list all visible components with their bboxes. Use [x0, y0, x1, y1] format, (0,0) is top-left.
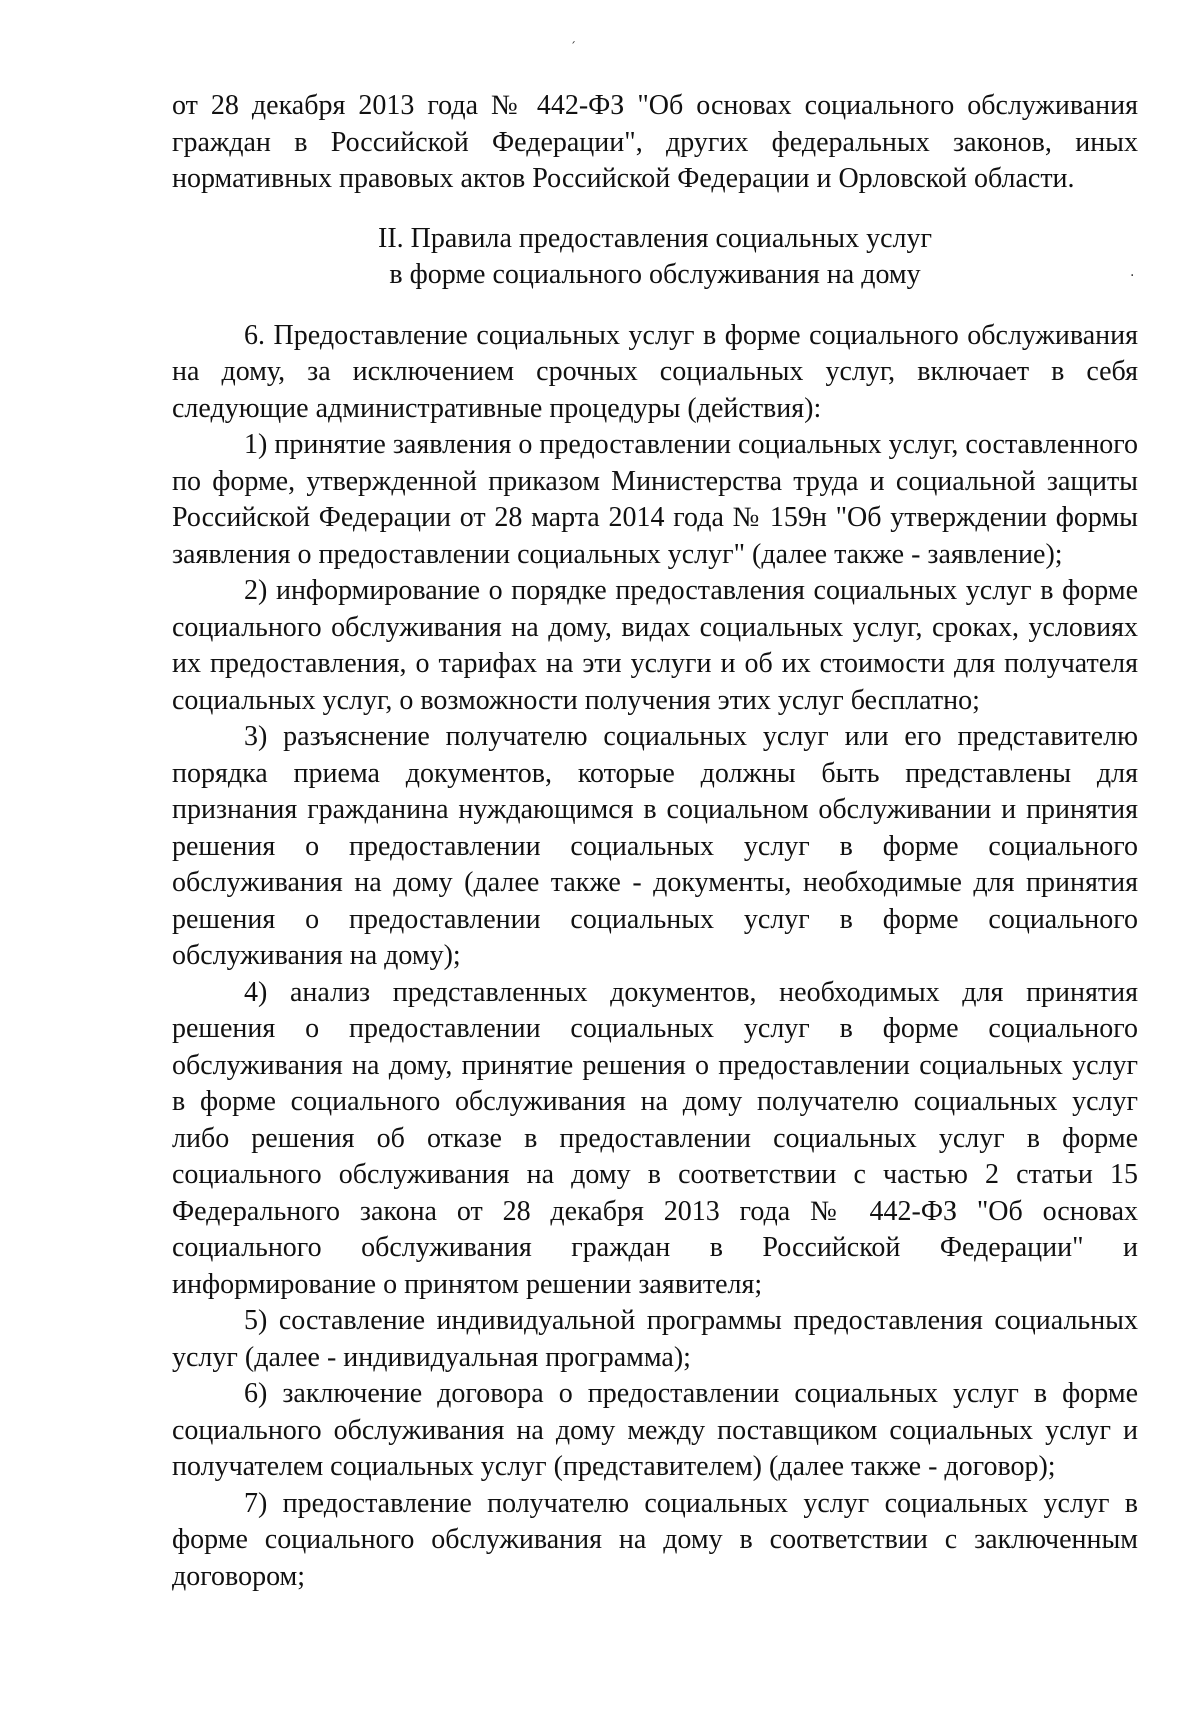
list-item-6: 6) заключение договора о предоставлении социальных услуг в форме социального обслуживания на дому между поставщиком социальных услуг и получателем социальных услуг (представителем) (далее также - договор); [172, 1378, 1138, 1482]
section-title-line-2: в форме социального обслуживания на дому [389, 259, 921, 290]
intro-paragraph: от 28 декабря 2013 года № 442-ФЗ "Об основах социального обслуживания граждан в Российской Федерации", других федеральных законов, иных нормативных правовых актов Российской Федерации и Орловской области. [172, 90, 1138, 194]
list-item-5: 5) составление индивидуальной программы предоставления социальных услуг (далее - индивидуальная программа); [172, 1305, 1138, 1373]
list-item-1: 1) принятие заявления о предоставлении социальных услуг, составленного по форме, утвержденной приказом Министерства труда и социальной защиты Российской Федерации от 28 марта 2014 года № 159н "Об утверждении формы заявления о предоставлении социальных услуг" (далее также - заявление); [172, 429, 1138, 570]
scan-speck: · [1130, 268, 1135, 284]
section-title-line-1: II. Правила предоставления социальных услуг [378, 222, 932, 254]
list-item-3: 3) разъяснение получателю социальных услуг или его представителю порядка приема документов, которые должны быть представлены для признания гражданина нуждающимся в социальном обслуживании и принятия решения о предоставлении социальных услуг в форме социального обслуживания на дому (далее также - документы, необходимые для принятия решения о предоставлении социальных услуг в форме социального обслуживания на дому); [172, 721, 1138, 971]
clause-6-paragraph: 6. Предоставление социальных услуг в форме социального обслуживания на дому, за исключением срочных социальных услуг, включает в себя следующие административные процедуры (действия): [172, 319, 1138, 424]
list-item-7: 7) предоставление получателю социальных услуг социальных услуг в форме социального обслуживания на дому в соответствии с заключенным договором; [172, 1487, 1138, 1592]
section-heading [172, 221, 1138, 294]
document-body [172, 88, 1138, 1595]
scan-speck: ˊ [570, 40, 576, 54]
list-item-2: 2) информирование о порядке предоставления социальных услуг в форме социального обслуживания на дому, видах социальных услуг, сроках, условиях их предоставления, о тарифах на эти услуги и об их стоимости для получателя социальных услуг, о возможности получения этих услуг бесплатно; [172, 575, 1138, 716]
list-item-4: 4) анализ представленных документов, необходимых для принятия решения о предоставлении социальных услуг в форме социального обслуживания на дому, принятие решения о предоставлении социальных услуг в форме социального обслуживания на дому получателю социальных услуг либо решения об отказе в предоставлении социальных услуг в форме социального обслуживания на дому в соответствии с частью 2 статьи 15 Федерального закона от 28 декабря 2013 года № 442-ФЗ "Об основах социального обслуживания граждан в Российской Федерации" и информирование о принятом решении заявителя; [172, 976, 1138, 1300]
